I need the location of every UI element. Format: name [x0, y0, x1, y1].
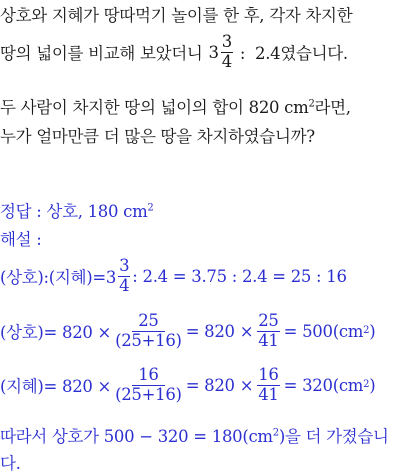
ratio-fraction [118, 258, 130, 294]
ratio-suffix: : 2.4 = 3.75 : 2.4 = 25 : 16 [132, 266, 347, 286]
question-line-3 [0, 94, 351, 118]
fraction-denominator: 4 [221, 51, 232, 71]
fraction-numerator: 25 [132, 313, 164, 333]
question-line-2 [0, 30, 348, 74]
sangho-close: ) [369, 321, 376, 341]
jihye-fraction-1 [115, 364, 182, 404]
answer-line [0, 198, 153, 222]
fraction-numerator: 3 [221, 32, 232, 51]
mixed-number-whole: 3 [208, 42, 219, 62]
fraction-numerator: 16 [258, 365, 279, 384]
question-line-3-text: 두 사람이 차지한 땅의 넓이의 합이 820 cm [0, 98, 309, 117]
superscript: 2 [272, 427, 279, 439]
fraction-denominator: 4 [119, 275, 130, 295]
question-line-1: 상호와 지혜가 땅따먹기 놀이를 한 후, 각자 차지한 [0, 6, 353, 25]
question-line-3-suffix: 라면, [314, 98, 351, 117]
explanation-label: 해설 : [0, 230, 42, 249]
sangho-fraction-2 [257, 313, 279, 349]
fraction-numerator: 3 [119, 256, 130, 275]
fraction-numerator: 25 [258, 311, 279, 330]
jihye-line: (지혜)= 820 × $\frac{16}{(25+16)}$ = 820 × $\frac{16}{41}$ = 320(cm 2 ) [0, 364, 376, 404]
ratio-prefix: (상호):(지혜)=3 [0, 268, 117, 287]
fraction-denominator: (25+16) [115, 385, 182, 404]
jihye-mid: = 820 × [185, 375, 254, 395]
fraction-denominator: 41 [258, 330, 279, 350]
sangho-fraction-1 [115, 310, 182, 350]
question-line-2-suffix: : 2.4였습니다. [234, 44, 348, 63]
jihye-close: ) [369, 375, 376, 395]
superscript: 2 [147, 202, 154, 214]
final-prefix: 따라서 상호가 500 − 320 = 180(cm [0, 427, 273, 446]
fraction-denominator: (25+16) [115, 331, 182, 350]
jihye-fraction-2 [257, 367, 279, 403]
jihye-prefix: (지혜)= 820 × [0, 377, 112, 396]
final-suffix: )을 더 가졌습니 [278, 427, 389, 446]
question-line-4: 누가 얼마만큼 더 많은 땅을 차지하였습니까? [0, 127, 315, 146]
sangho-prefix: (상호)= 820 × [0, 323, 112, 342]
sangho-line: (상호)= 820 × $\frac{25}{(25+16)}$ = 820 × $\frac{25}{41}$ = 500(cm 2 ) [0, 310, 376, 350]
ratio-line [0, 254, 347, 298]
final-line-1 [0, 423, 389, 447]
sangho-mid: = 820 × [185, 321, 254, 341]
final-line-2: 다. [0, 454, 21, 473]
superscript: 2 [308, 98, 315, 110]
question-line-2-text: 땅의 넓이를 비교해 보았더니 [0, 44, 203, 63]
jihye-result: = 320(cm [283, 375, 364, 395]
answer-text: 정답 : 상호, 180 cm [0, 202, 148, 221]
fraction-denominator: 41 [258, 384, 279, 404]
fraction [221, 34, 233, 70]
fraction-numerator: 16 [132, 367, 164, 387]
sangho-result: = 500(cm [283, 321, 364, 341]
